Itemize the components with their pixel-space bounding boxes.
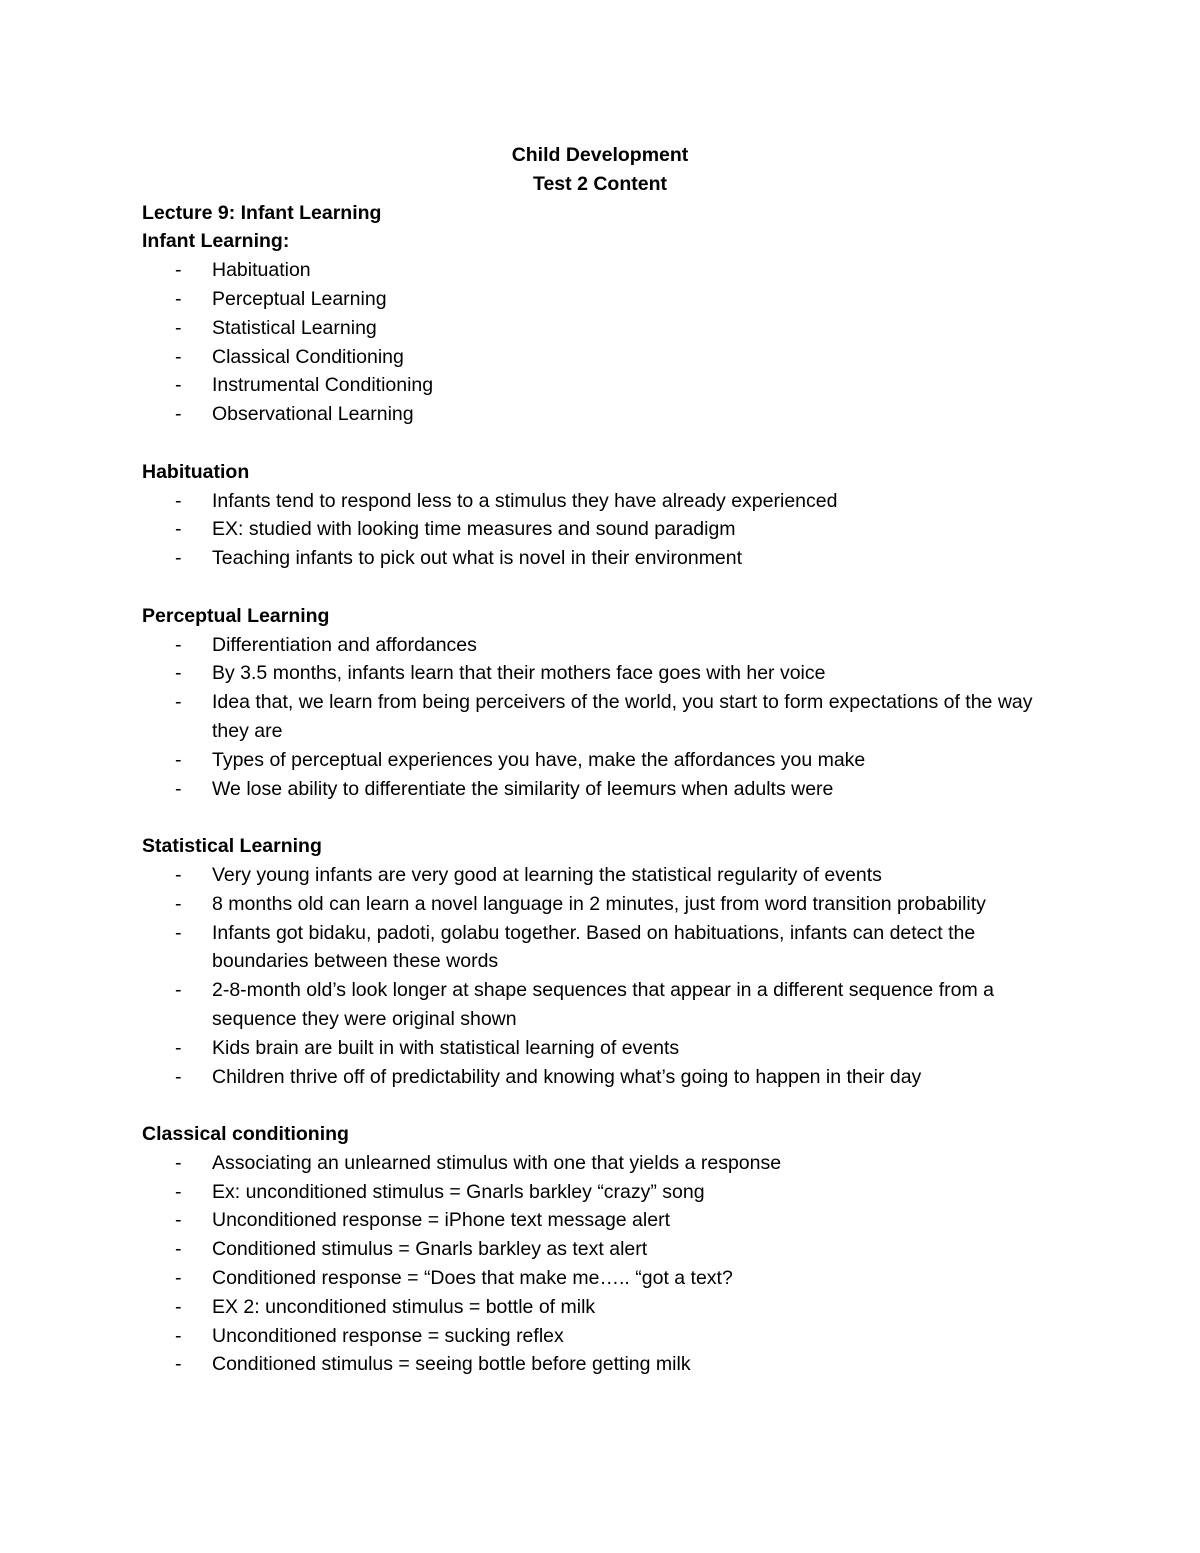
- list-item-text: 2-8-month old’s look longer at shape sequences that appear in a different sequence from a sequence they were original shown: [212, 979, 994, 1030]
- dash-bullet: -: [175, 1209, 182, 1232]
- list-item: [142, 515, 1072, 544]
- dash-bullet: -: [175, 1353, 182, 1376]
- list-item: [142, 659, 1072, 688]
- section-spacer: [142, 573, 1072, 602]
- dash-bullet: -: [175, 547, 182, 570]
- list-item-text: Instrumental Conditioning: [212, 374, 434, 397]
- section-heading: Statistical Learning: [142, 835, 322, 858]
- list-item: [142, 890, 1072, 919]
- list-item: [142, 1350, 1072, 1379]
- list-item-text: Unconditioned response = sucking reflex: [212, 1324, 564, 1347]
- list-item: [142, 285, 1072, 314]
- dash-bullet: -: [175, 259, 182, 282]
- list-item: [142, 1235, 1072, 1264]
- list-item: [142, 1293, 1072, 1322]
- list-item-text: Infants tend to respond less to a stimulus they have already experienced: [212, 489, 838, 512]
- list-item-text: Perceptual Learning: [212, 287, 387, 310]
- dash-bullet: -: [175, 1151, 182, 1174]
- list-item: [142, 631, 1072, 660]
- document-subtitle: Test 2 Content: [533, 172, 667, 195]
- sections-container: [142, 227, 1072, 1379]
- list-item-text: Idea that, we learn from being perceivers of the world, you start to form expectations of the way they are: [212, 691, 1033, 742]
- bullet-list: [142, 631, 1072, 804]
- list-item-text: Unconditioned response = iPhone text message alert: [212, 1209, 670, 1232]
- list-item-text: 8 months old can learn a novel language in 2 minutes, just from word transition probability: [212, 892, 986, 915]
- list-item-text: Ex: unconditioned stimulus = Gnarls barkley “crazy” song: [212, 1180, 705, 1203]
- list-item: [142, 400, 1072, 429]
- dash-bullet: -: [175, 403, 182, 426]
- section-heading: Habituation: [142, 460, 250, 483]
- list-item: [142, 1034, 1072, 1063]
- list-item: [142, 746, 1072, 775]
- list-item: [142, 1149, 1072, 1178]
- dash-bullet: -: [175, 1238, 182, 1261]
- list-item: [142, 775, 1072, 804]
- dash-bullet: -: [175, 518, 182, 541]
- list-item-text: Associating an unlearned stimulus with one that yields a response: [212, 1151, 782, 1174]
- list-item-text: Conditioned stimulus = seeing bottle before getting milk: [212, 1353, 691, 1376]
- list-item-text: EX: studied with looking time measures and sound paradigm: [212, 518, 736, 541]
- dash-bullet: -: [175, 863, 182, 886]
- list-item-text: Conditioned stimulus = Gnarls barkley as text alert: [212, 1238, 648, 1261]
- dash-bullet: -: [175, 921, 182, 944]
- dash-bullet: -: [175, 374, 182, 397]
- list-item-text: Classical Conditioning: [212, 345, 404, 368]
- list-item-text: Differentiation and affordances: [212, 633, 477, 656]
- list-item: [142, 1206, 1072, 1235]
- list-item-text: By 3.5 months, infants learn that their mothers face goes with her voice: [212, 662, 826, 685]
- section-spacer: [142, 803, 1072, 832]
- section-heading: Perceptual Learning: [142, 604, 330, 627]
- list-item: [142, 343, 1072, 372]
- list-item-text: Types of perceptual experiences you have, make the affordances you make: [212, 748, 866, 771]
- dash-bullet: -: [175, 1267, 182, 1290]
- list-item: [142, 256, 1072, 285]
- section-heading: Infant Learning:: [142, 230, 290, 253]
- dash-bullet: -: [175, 1295, 182, 1318]
- dash-bullet: -: [175, 633, 182, 656]
- dash-bullet: -: [175, 287, 182, 310]
- document-content: [142, 141, 1072, 1379]
- list-item-text: Statistical Learning: [212, 316, 377, 339]
- dash-bullet: -: [175, 1065, 182, 1088]
- section-heading: Classical conditioning: [142, 1123, 349, 1146]
- list-item: [142, 1063, 1072, 1092]
- bullet-list: [142, 487, 1072, 573]
- list-item: [142, 544, 1072, 573]
- dash-bullet: -: [175, 489, 182, 512]
- list-item: [142, 688, 1072, 746]
- document-title: Child Development: [511, 144, 689, 166]
- list-item-text: Habituation: [212, 259, 311, 282]
- dash-bullet: -: [175, 777, 182, 800]
- list-item-text: Children thrive off of predictability and knowing what’s going to happen in their day: [212, 1065, 922, 1088]
- list-item-text: Kids brain are built in with statistical learning of events: [212, 1036, 680, 1059]
- list-item: [142, 487, 1072, 516]
- dash-bullet: -: [175, 748, 182, 771]
- list-item-text: Infants got bidaku, padoti, golabu together. Based on habituations, infants can detect the boundaries between these words: [212, 921, 976, 973]
- list-item: [142, 371, 1072, 400]
- dash-bullet: -: [175, 662, 182, 685]
- dash-bullet: -: [175, 979, 182, 1002]
- list-item-text: EX 2: unconditioned stimulus = bottle of milk: [212, 1295, 596, 1318]
- list-item: [142, 314, 1072, 343]
- dash-bullet: -: [175, 1036, 182, 1059]
- bullet-list: [142, 1149, 1072, 1379]
- list-item: [142, 976, 1072, 1034]
- dash-bullet: -: [175, 316, 182, 339]
- list-item-text: We lose ability to differentiate the similarity of leemurs when adults were: [212, 777, 834, 800]
- list-item: [142, 861, 1072, 890]
- list-item: [142, 1178, 1072, 1207]
- bullet-list: [142, 861, 1072, 1091]
- list-item: [142, 1322, 1072, 1351]
- list-item-text: Observational Learning: [212, 403, 414, 426]
- list-item-text: Conditioned response = “Does that make me….. “got a text?: [212, 1267, 733, 1290]
- dash-bullet: -: [175, 892, 182, 915]
- list-item-text: Teaching infants to pick out what is novel in their environment: [212, 547, 743, 570]
- section-spacer: [142, 1091, 1072, 1120]
- list-item: [142, 1264, 1072, 1293]
- section-spacer: [142, 429, 1072, 458]
- dash-bullet: -: [175, 1180, 182, 1203]
- list-item-text: Very young infants are very good at learning the statistical regularity of events: [212, 863, 882, 886]
- list-item: [142, 919, 1072, 977]
- dash-bullet: -: [175, 1324, 182, 1347]
- bullet-list: [142, 256, 1072, 429]
- lecture-heading: Lecture 9: Infant Learning: [142, 201, 382, 224]
- dash-bullet: -: [175, 345, 182, 368]
- dash-bullet: -: [175, 691, 182, 714]
